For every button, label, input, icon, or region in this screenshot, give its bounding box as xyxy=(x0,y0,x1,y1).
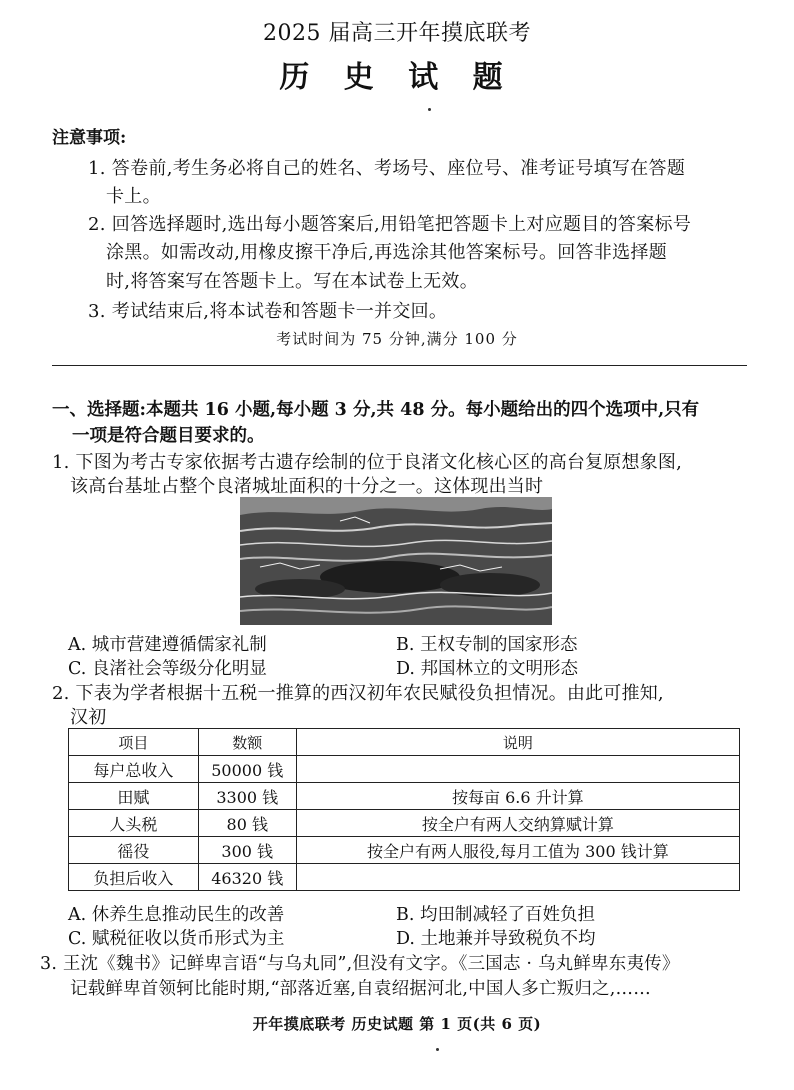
table-header-amount: 数额 xyxy=(198,729,296,756)
question-3-stem: 3. 王沈《魏书》记鲜卑言语“与乌丸同”,但没有文字。《三国志 · 乌丸鲜卑东夷传》 xyxy=(40,954,680,974)
question-3-stem: 记载鲜卑首领轲比能时期,“部落近塞,自袁绍据河北,中国人多亡叛归之,…… xyxy=(70,979,651,999)
notice-line: 卡上。 xyxy=(106,186,161,207)
exam-time-info: 考试时间为 75 分钟,满分 100 分 xyxy=(276,330,518,348)
table-cell: 80 钱 xyxy=(198,810,296,837)
tax-burden-table xyxy=(68,728,740,891)
question-1-stem: 1. 下图为考古专家依据考古遗存绘制的位于良渚文化核心区的高台复原想象图, xyxy=(52,452,683,473)
speck-mark xyxy=(428,108,431,111)
section-instructions: 一项是符合题目要求的。 xyxy=(72,426,265,446)
table-cell: 46320 钱 xyxy=(198,864,296,891)
table-cell: 300 钱 xyxy=(198,837,296,864)
question-1-option-a: A. 城市营建遵循儒家礼制 xyxy=(68,635,267,655)
section-instructions: 一、选择题:本题共 16 小题,每小题 3 分,共 48 分。每小题给出的四个选项中,只有 xyxy=(52,400,700,420)
question-2-option-d: D. 土地兼并导致税负不均 xyxy=(396,929,596,949)
table-cell: 50000 钱 xyxy=(198,756,296,783)
table-header-row xyxy=(69,729,740,756)
table-header-item: 项目 xyxy=(69,729,199,756)
question-1-option-d: D. 邦国林立的文明形态 xyxy=(396,659,579,679)
notice-line: 涂黑。如需改动,用橡皮擦干净后,再选涂其他答案标号。回答非选择题 xyxy=(106,242,668,263)
speck-mark xyxy=(436,1048,439,1051)
question-2-option-c: C. 赋税征收以货币形式为主 xyxy=(68,929,285,949)
question-2-option-a: A. 休养生息推动民生的改善 xyxy=(68,905,285,925)
table-row xyxy=(69,756,740,783)
table-header-note: 说明 xyxy=(296,729,739,756)
page-footer: 开年摸底联考 历史试题 第 1 页(共 6 页) xyxy=(252,1015,542,1033)
subject-title: 历 史 试 题 xyxy=(279,60,515,95)
table-row xyxy=(69,864,740,891)
question-2-stem: 2. 下表为学者根据十五税一推算的西汉初年农民赋役负担情况。由此可推知, xyxy=(52,683,664,704)
table-cell: 按每亩 6.6 升计算 xyxy=(296,783,739,810)
table-cell: 3300 钱 xyxy=(198,783,296,810)
question-2-stem: 汉初 xyxy=(70,707,107,728)
notice-line: 1. 答卷前,考生务必将自己的姓名、考场号、座位号、准考证号填写在答题 xyxy=(88,158,686,179)
table-cell: 负担后收入 xyxy=(69,864,199,891)
table-row xyxy=(69,810,740,837)
notice-line: 2. 回答选择题时,选出每小题答案后,用铅笔把答题卡上对应题目的答案标号 xyxy=(88,214,692,235)
question-2-option-b: B. 均田制减轻了百姓负担 xyxy=(396,905,595,925)
question-1-stem: 该高台基址占整个良渚城址面积的十分之一。这体现出当时 xyxy=(70,476,544,497)
table-row xyxy=(69,837,740,864)
table-cell: 徭役 xyxy=(69,837,199,864)
table-cell xyxy=(296,756,739,783)
divider xyxy=(52,365,747,366)
notice-heading: 注意事项: xyxy=(52,128,127,148)
notice-line: 3. 考试结束后,将本试卷和答题卡一并交回。 xyxy=(88,301,448,322)
table-cell: 每户总收入 xyxy=(69,756,199,783)
liangzhu-platform-image xyxy=(240,497,552,625)
question-1-option-b: B. 王权专制的国家形态 xyxy=(396,635,578,655)
table-cell: 按全户有两人服役,每月工值为 300 钱计算 xyxy=(296,837,739,864)
question-1-option-c: C. 良渚社会等级分化明显 xyxy=(68,659,267,679)
table-cell: 人头税 xyxy=(69,810,199,837)
exam-title: 2025 届高三开年摸底联考 xyxy=(263,21,531,46)
table-cell xyxy=(296,864,739,891)
table-cell: 田赋 xyxy=(69,783,199,810)
table-row xyxy=(69,783,740,810)
notice-line: 时,将答案写在答题卡上。写在本试卷上无效。 xyxy=(106,271,479,292)
table-cell: 按全户有两人交纳算赋计算 xyxy=(296,810,739,837)
